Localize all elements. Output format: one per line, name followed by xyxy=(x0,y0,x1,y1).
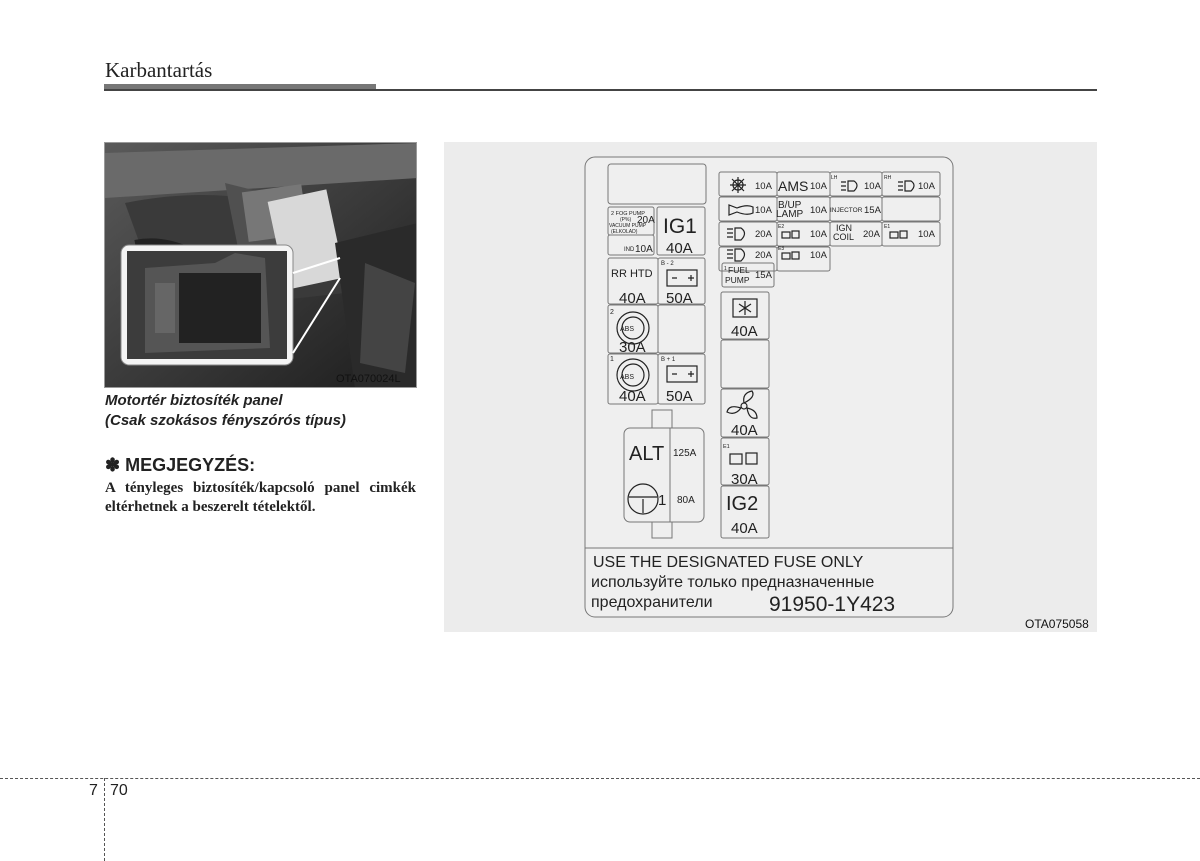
b2-label: B - 2 xyxy=(661,261,674,267)
header-rule xyxy=(104,89,1097,91)
fuse-text: 10A xyxy=(810,229,827,240)
rr-htd-amp: 40A xyxy=(619,290,646,307)
fog-pump-sub: (P%) xyxy=(620,217,632,223)
warning-russian-line2: предохранители xyxy=(591,594,713,611)
eps-amp: 80A xyxy=(677,495,695,506)
warning-english: USE THE DESIGNATED FUSE ONLY xyxy=(593,554,864,571)
footer-rule xyxy=(0,778,1200,779)
fuse-text: 10A xyxy=(755,205,772,216)
ind-label: IND xyxy=(624,247,635,253)
fuse-text: 10A xyxy=(918,181,935,192)
abs2-number: 2 xyxy=(610,309,614,316)
abs2-label: ABS xyxy=(620,326,635,333)
fuse-text: FUEL xyxy=(728,265,750,275)
fuse-text: 10A xyxy=(918,229,935,240)
abs1-label: ABS xyxy=(620,374,635,381)
rr-htd-label: RR HTD xyxy=(611,268,653,280)
fuse-text: B/UP xyxy=(778,200,802,211)
fuse-text: INJECTOR xyxy=(830,207,863,214)
fuse-text: E1 xyxy=(884,224,891,230)
fuse-text: 15A xyxy=(755,270,772,281)
ind-amp: 10A xyxy=(635,244,653,255)
note-body: A tényleges biztosíték/kapcsoló panel cimkék eltérhetnek a beszerelt tételektől. xyxy=(105,480,416,515)
fuse-text: PUMP xyxy=(725,275,750,285)
chapter-number: 7 xyxy=(89,782,98,799)
fuse-text: 15A xyxy=(864,205,881,216)
photo-code-label: OTA070024L xyxy=(336,373,401,385)
fuse-text: LAMP xyxy=(776,209,804,220)
ig2-amp: 40A xyxy=(731,520,758,537)
ac-compressor-icon xyxy=(730,177,746,193)
fuse-text: 10A xyxy=(755,181,772,192)
fuse-text: 10A xyxy=(864,181,881,192)
ig1-amp: 40A xyxy=(666,240,693,257)
e1-amp: 30A xyxy=(731,471,758,488)
fuse-text: LH xyxy=(831,175,838,181)
fuse-text: 20A xyxy=(755,250,772,261)
photo-caption-line1: Motortér biztosíték panel xyxy=(105,392,283,409)
eps-number: 1 xyxy=(658,492,667,509)
b1-amp: 50A xyxy=(666,388,693,405)
abs2-amp: 30A xyxy=(619,339,646,356)
vacuum-pump-sub: (ELKOLAD) xyxy=(611,229,638,235)
fuse-label-diagram xyxy=(444,142,1097,632)
fan-amp: 40A xyxy=(731,422,758,439)
alt-amp: 125A xyxy=(673,448,697,459)
photo-caption-line2: (Csak szokásos fényszórós típus) xyxy=(105,412,346,429)
e1-label: E1 xyxy=(723,444,730,450)
fuse-text: E3 xyxy=(778,246,785,252)
section-title: Karbantartás xyxy=(105,58,213,82)
fuse-text: IGN xyxy=(836,223,853,233)
vacuum-pump-label: VACUUM PUMP xyxy=(609,223,647,229)
relay-amp: 40A xyxy=(731,323,758,340)
fuse-text: E2 xyxy=(778,224,785,230)
b1-label: B + 1 xyxy=(661,357,676,363)
fuse-text: COIL xyxy=(833,232,855,242)
fuse-text: 20A xyxy=(755,229,772,240)
fog-pump-label: 2 FOG PUMP xyxy=(611,211,645,217)
note-heading: ✽ MEGJEGYZÉS: xyxy=(105,455,256,475)
abs1-amp: 40A xyxy=(619,388,646,405)
ig1-label: IG1 xyxy=(663,215,697,238)
fuse-text: 10A xyxy=(810,205,827,216)
page-number: 70 xyxy=(110,782,128,799)
ig2-label: IG2 xyxy=(726,493,759,515)
fuse-text: RH xyxy=(884,175,892,181)
diagram-code-label: OTA075058 xyxy=(1025,617,1089,631)
fuse-text: 1 xyxy=(724,266,727,272)
part-number: 91950-1Y423 xyxy=(769,593,896,616)
engine-bay-illustration xyxy=(105,143,417,388)
alt-label: ALT xyxy=(629,443,665,465)
b2-amp: 50A xyxy=(666,290,693,307)
warning-russian-line1: используйте только предназначенные xyxy=(591,574,875,591)
fuse-text: 10A xyxy=(810,181,827,192)
fuse-text: 20A xyxy=(863,229,880,240)
fuse-text: AMS xyxy=(778,178,809,194)
fog-pump-amp: 20A xyxy=(637,215,655,226)
footer-vertical-rule xyxy=(104,778,105,861)
abs1-number: 1 xyxy=(610,356,614,363)
fuse-text: 10A xyxy=(810,250,827,261)
engine-fuse-panel-photo xyxy=(104,142,417,388)
